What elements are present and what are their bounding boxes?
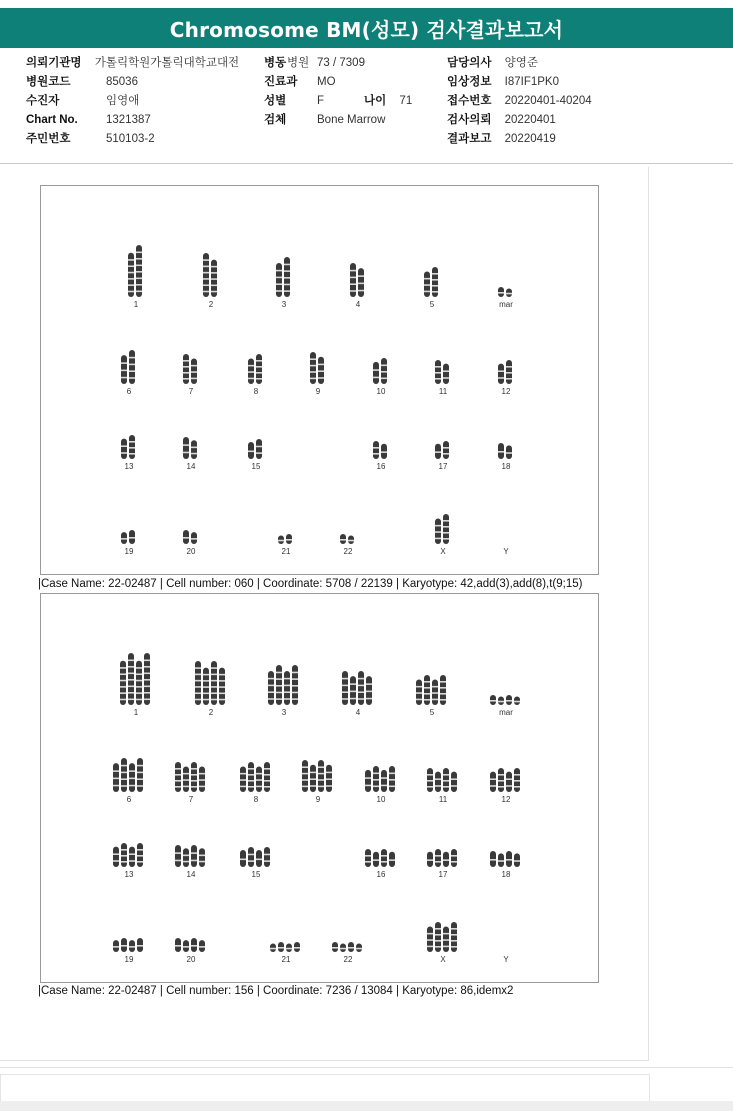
chromosome-label: 21 xyxy=(281,547,291,556)
chromosome-shape xyxy=(514,768,520,792)
reception-label: 접수번호 xyxy=(447,95,492,107)
chromosome-shape xyxy=(318,760,324,792)
chromosome-shape xyxy=(432,680,438,706)
chromosome-shape xyxy=(191,532,197,544)
chromosome-label: mar xyxy=(499,708,513,717)
chromosome-label: 17 xyxy=(438,462,448,471)
chromosome-shape xyxy=(191,762,197,792)
karyogram-image-1 xyxy=(40,185,599,575)
chromosome-label: 5 xyxy=(429,300,435,309)
chromosome-shape xyxy=(183,354,189,384)
chromosome-label: 16 xyxy=(376,462,386,471)
chromosome-shape xyxy=(498,697,504,706)
chromosome-shape xyxy=(175,762,181,792)
chromosome-label: 14 xyxy=(186,462,196,471)
specimen-label: 검체 xyxy=(264,114,287,126)
chromosome-label: 1 xyxy=(133,708,139,717)
chromosome-shape xyxy=(284,671,290,705)
chromosome-shape xyxy=(121,355,127,384)
specimen-val xyxy=(317,111,385,130)
chart-row xyxy=(26,111,78,130)
chromosome-shape xyxy=(342,671,348,705)
ward-value-row xyxy=(317,54,365,73)
chromosome-shape xyxy=(451,922,457,952)
result-value: 20220419 xyxy=(504,133,556,145)
chromosome-shape xyxy=(381,358,387,384)
department-row xyxy=(264,73,297,92)
chromosome-label: 20 xyxy=(186,547,196,556)
chromosome-shape xyxy=(424,675,430,705)
chromosome-shape xyxy=(498,364,504,384)
chromosome-shape xyxy=(451,772,457,792)
chromosome-shape xyxy=(506,695,512,705)
chromosome-shape xyxy=(302,760,308,792)
ward-extra xyxy=(287,54,309,73)
chromosome-label: X xyxy=(440,955,446,964)
chromosome-shape xyxy=(144,653,150,705)
chromosome-shape xyxy=(443,441,449,459)
chromosome-shape xyxy=(294,942,300,952)
age-row xyxy=(364,92,412,111)
chromosome-shape xyxy=(199,767,205,793)
patient-val xyxy=(106,92,139,111)
chromosome-shape xyxy=(199,848,205,867)
chromosome-shape xyxy=(121,532,127,544)
ward-extra-text: 병원 xyxy=(287,57,310,69)
chromosome-shape xyxy=(340,534,346,544)
chromosome-label: 8 xyxy=(253,795,259,804)
chromosome-shape xyxy=(424,272,430,298)
chromosome-shape xyxy=(191,938,197,952)
karyogram-1-svg xyxy=(41,186,598,574)
chromosome-shape xyxy=(264,847,270,867)
chromosome-shape xyxy=(129,350,135,384)
chromosome-shape xyxy=(427,927,433,953)
chromosome-shape xyxy=(389,852,395,867)
chromosome-label: 2 xyxy=(208,300,214,309)
chromosome-shape xyxy=(175,845,181,867)
chromosome-label: mar xyxy=(499,300,513,309)
chromosome-label: 1 xyxy=(133,300,139,309)
chromosome-shape xyxy=(203,668,209,705)
chromosome-shape xyxy=(356,944,362,953)
chromosome-label: 12 xyxy=(501,795,511,804)
chromosome-shape xyxy=(506,445,512,459)
chromosome-shape xyxy=(248,847,254,867)
chromosome-shape xyxy=(490,772,496,792)
chromosome-label: 9 xyxy=(315,387,321,396)
chromosome-shape xyxy=(443,768,449,792)
chromosome-shape xyxy=(137,843,143,867)
chart-val xyxy=(106,111,151,130)
chromosome-label: 17 xyxy=(438,870,448,879)
chromosome-shape xyxy=(506,289,512,298)
chromosome-shape xyxy=(128,253,134,297)
chromosome-label: 15 xyxy=(251,870,261,879)
chromosome-label: 15 xyxy=(251,462,261,471)
footer-bar xyxy=(0,1101,733,1111)
reception-value: 20220401-40204 xyxy=(504,95,592,107)
patient-label: 수진자 xyxy=(26,95,60,107)
chromosome-shape xyxy=(365,770,371,792)
chromosome-label: 4 xyxy=(355,300,361,309)
chromosome-shape xyxy=(358,268,364,297)
chromosome-shape xyxy=(389,766,395,792)
chromosome-shape xyxy=(278,536,284,545)
chromosome-shape xyxy=(348,942,354,952)
chromosome-label: 11 xyxy=(438,387,448,396)
chromosome-shape xyxy=(129,763,135,792)
chromosome-shape xyxy=(381,444,387,459)
department-val xyxy=(317,73,336,92)
chromosome-shape xyxy=(358,671,364,705)
chromosome-shape xyxy=(248,359,254,385)
chromosome-label: 3 xyxy=(281,708,287,717)
chromosome-shape xyxy=(514,697,520,706)
chromosome-shape xyxy=(211,260,217,297)
bottom-strip xyxy=(0,1074,650,1102)
chromosome-shape xyxy=(183,530,189,544)
chromosome-shape xyxy=(432,267,438,297)
chromosome-shape xyxy=(310,352,316,384)
chromosome-label: 6 xyxy=(126,387,132,396)
specimen-value: Bone Marrow xyxy=(317,114,386,126)
chromosome-shape xyxy=(256,850,262,867)
chromosome-shape xyxy=(348,536,354,545)
chromosome-label: X xyxy=(440,547,446,556)
result-row xyxy=(447,130,556,149)
chromosome-label: 18 xyxy=(501,462,511,471)
chart-value: 1321387 xyxy=(106,114,151,126)
chromosome-shape xyxy=(310,765,316,792)
specimen-row xyxy=(264,111,286,130)
age-value: 71 xyxy=(399,95,413,107)
clinical-info-value: I87IF1PK0 xyxy=(504,76,559,88)
chromosome-shape xyxy=(381,770,387,792)
reception-row xyxy=(447,92,592,111)
chromosome-shape xyxy=(373,766,379,792)
karyogram-1-caption: |Case Name: 22-02487 | Cell number: 060 | Coordinate: 5708 / 22139 | Karyotype: 42,add(3),add(8),t(9;15) xyxy=(38,578,583,590)
patient-value: 임영애 xyxy=(106,95,140,107)
chromosome-shape xyxy=(373,362,379,384)
chromosome-shape xyxy=(136,661,142,705)
chromosome-shape xyxy=(276,263,282,297)
chromosome-shape xyxy=(248,442,254,459)
chromosome-shape xyxy=(137,758,143,792)
chromosome-shape xyxy=(427,852,433,867)
age-label: 나이 xyxy=(364,95,387,107)
chromosome-shape xyxy=(270,944,276,953)
resident-row xyxy=(26,130,70,149)
chromosome-shape xyxy=(286,534,292,544)
chromosome-shape xyxy=(286,944,292,953)
chromosome-shape xyxy=(498,853,504,867)
chromosome-shape xyxy=(120,661,126,705)
doctor-row xyxy=(447,54,538,73)
karyogram-2-svg xyxy=(41,594,598,982)
chromosome-shape xyxy=(326,765,332,792)
chromosome-label: 22 xyxy=(343,547,353,556)
chromosome-label: 7 xyxy=(188,795,194,804)
chromosome-shape xyxy=(373,441,379,459)
sex-value: F xyxy=(317,95,325,107)
chromosome-shape xyxy=(183,767,189,793)
doctor-value: 양영준 xyxy=(504,57,538,69)
chromosome-shape xyxy=(121,758,127,792)
chromosome-shape xyxy=(416,680,422,706)
chromosome-shape xyxy=(435,444,441,459)
chromosome-shape xyxy=(373,852,379,867)
chromosome-shape xyxy=(350,263,356,297)
chromosome-label: 4 xyxy=(355,708,361,717)
chromosome-shape xyxy=(318,357,324,384)
chromosome-label: 13 xyxy=(124,462,134,471)
chromosome-shape xyxy=(498,768,504,792)
chromosome-label: 8 xyxy=(253,387,259,396)
clinical-info-label: 임상정보 xyxy=(447,76,492,88)
chromosome-shape xyxy=(121,938,127,952)
hospital-code-value: 85036 xyxy=(106,76,138,88)
chromosome-label: 16 xyxy=(376,870,386,879)
chromosome-shape xyxy=(129,847,135,867)
chromosome-label: 12 xyxy=(501,387,511,396)
chromosome-shape xyxy=(191,359,197,385)
chromosome-label: 7 xyxy=(188,387,194,396)
chromosome-shape xyxy=(256,439,262,459)
chromosome-shape xyxy=(240,850,246,867)
chromosome-shape xyxy=(427,768,433,792)
chromosome-shape xyxy=(137,938,143,952)
resident-value: 510103-2 xyxy=(106,133,155,145)
chromosome-shape xyxy=(498,443,504,459)
chromosome-shape xyxy=(498,287,504,297)
chromosome-label: 13 xyxy=(124,870,134,879)
chromosome-label: 14 xyxy=(186,870,196,879)
chromosome-shape xyxy=(435,519,441,545)
result-label: 결과보고 xyxy=(447,133,492,145)
chromosome-shape xyxy=(191,845,197,867)
department-label: 진료과 xyxy=(264,76,298,88)
chromosome-label: 10 xyxy=(376,795,386,804)
chromosome-shape xyxy=(113,763,119,792)
chromosome-shape xyxy=(256,354,262,384)
chromosome-shape xyxy=(506,360,512,384)
ward-value: 73 / 7309 xyxy=(317,57,365,69)
chromosome-shape xyxy=(121,439,127,459)
chromosome-shape xyxy=(514,853,520,867)
chart-label: Chart No. xyxy=(26,114,78,126)
resident-val xyxy=(106,130,155,149)
chromosome-shape xyxy=(183,940,189,952)
chromosome-shape xyxy=(129,530,135,544)
chromosome-label: 9 xyxy=(315,795,321,804)
chromosome-shape xyxy=(340,944,346,953)
chromosome-label: 11 xyxy=(438,795,448,804)
chromosome-shape xyxy=(435,849,441,867)
ward-row xyxy=(264,54,286,73)
ward-label: 병동 xyxy=(264,57,287,69)
request-label: 검사의뢰 xyxy=(447,114,492,126)
hospital-code-val xyxy=(106,73,138,92)
chromosome-shape xyxy=(129,435,135,459)
chromosome-label: 5 xyxy=(429,708,435,717)
chromosome-shape xyxy=(175,938,181,952)
clinical-info-row xyxy=(447,73,559,92)
header-divider xyxy=(0,163,733,164)
chromosome-shape xyxy=(435,772,441,792)
chromosome-label: 18 xyxy=(501,870,511,879)
chromosome-shape xyxy=(199,940,205,952)
chromosome-shape xyxy=(195,661,201,705)
chromosome-label: 19 xyxy=(124,955,134,964)
chromosome-shape xyxy=(129,940,135,952)
chromosome-shape xyxy=(435,922,441,952)
footer-divider xyxy=(0,1067,733,1068)
department-value: MO xyxy=(317,76,336,88)
patient-row xyxy=(26,92,59,111)
chromosome-shape xyxy=(350,676,356,705)
report-title: Chromosome BM(성모) 검사결과보고서 xyxy=(0,8,733,48)
request-value: 20220401 xyxy=(504,114,556,126)
chromosome-label: Y xyxy=(503,955,509,964)
sex-label: 성별 xyxy=(264,95,287,107)
chromosome-shape xyxy=(191,440,197,459)
chromosome-shape xyxy=(506,772,512,792)
chromosome-label: Y xyxy=(503,547,509,556)
chromosome-label: 10 xyxy=(376,387,386,396)
chromosome-shape xyxy=(136,245,142,297)
chromosome-shape xyxy=(490,851,496,867)
hospital-code-label: 병원코드 xyxy=(26,76,71,88)
chromosome-shape xyxy=(451,849,457,867)
hospital-code-row xyxy=(26,73,70,92)
chromosome-shape xyxy=(240,767,246,793)
chromosome-label: 6 xyxy=(126,795,132,804)
chromosome-shape xyxy=(443,364,449,384)
chromosome-shape xyxy=(506,851,512,867)
chromosome-shape xyxy=(440,675,446,705)
institution-value: 가톨릭학원가톨릭대학교대전 xyxy=(94,57,240,69)
chromosome-shape xyxy=(490,695,496,705)
chromosome-shape xyxy=(183,437,189,459)
sex-val xyxy=(317,92,324,111)
chromosome-shape xyxy=(332,942,338,952)
chromosome-label: 22 xyxy=(343,955,353,964)
chromosome-shape xyxy=(256,767,262,793)
sex-row xyxy=(264,92,286,111)
chromosome-shape xyxy=(113,940,119,952)
chromosome-shape xyxy=(248,762,254,792)
chromosome-shape xyxy=(278,942,284,952)
chromosome-shape xyxy=(365,849,371,867)
chromosome-label: 3 xyxy=(281,300,287,309)
chromosome-shape xyxy=(366,676,372,705)
chromosome-shape xyxy=(443,852,449,867)
chromosome-shape xyxy=(443,514,449,544)
chromosome-shape xyxy=(276,665,282,705)
chromosome-shape xyxy=(264,762,270,792)
chromosome-shape xyxy=(381,849,387,867)
chromosome-shape xyxy=(203,253,209,297)
chromosome-shape xyxy=(121,843,127,867)
resident-label: 주민번호 xyxy=(26,133,71,145)
karyogram-image-2 xyxy=(40,593,599,983)
chromosome-label: 21 xyxy=(281,955,291,964)
chromosome-shape xyxy=(219,668,225,705)
chromosome-shape xyxy=(211,661,217,705)
chromosome-shape xyxy=(183,848,189,867)
chromosome-shape xyxy=(435,360,441,384)
chromosome-shape xyxy=(113,847,119,867)
chromosome-label: 19 xyxy=(124,547,134,556)
chromosome-label: 2 xyxy=(208,708,214,717)
chromosome-shape xyxy=(284,257,290,297)
institution-label: 의뢰기관명 xyxy=(26,57,82,69)
request-row xyxy=(447,111,556,130)
doctor-label: 담당의사 xyxy=(447,57,492,69)
chromosome-shape xyxy=(292,665,298,705)
karyogram-2-caption: |Case Name: 22-02487 | Cell number: 156 | Coordinate: 7236 / 13084 | Karyotype: 86,idemx2 xyxy=(38,985,514,997)
chromosome-label: 20 xyxy=(186,955,196,964)
institution-row xyxy=(26,54,239,73)
chromosome-shape xyxy=(268,671,274,705)
chromosome-shape xyxy=(128,653,134,705)
chromosome-shape xyxy=(443,927,449,953)
